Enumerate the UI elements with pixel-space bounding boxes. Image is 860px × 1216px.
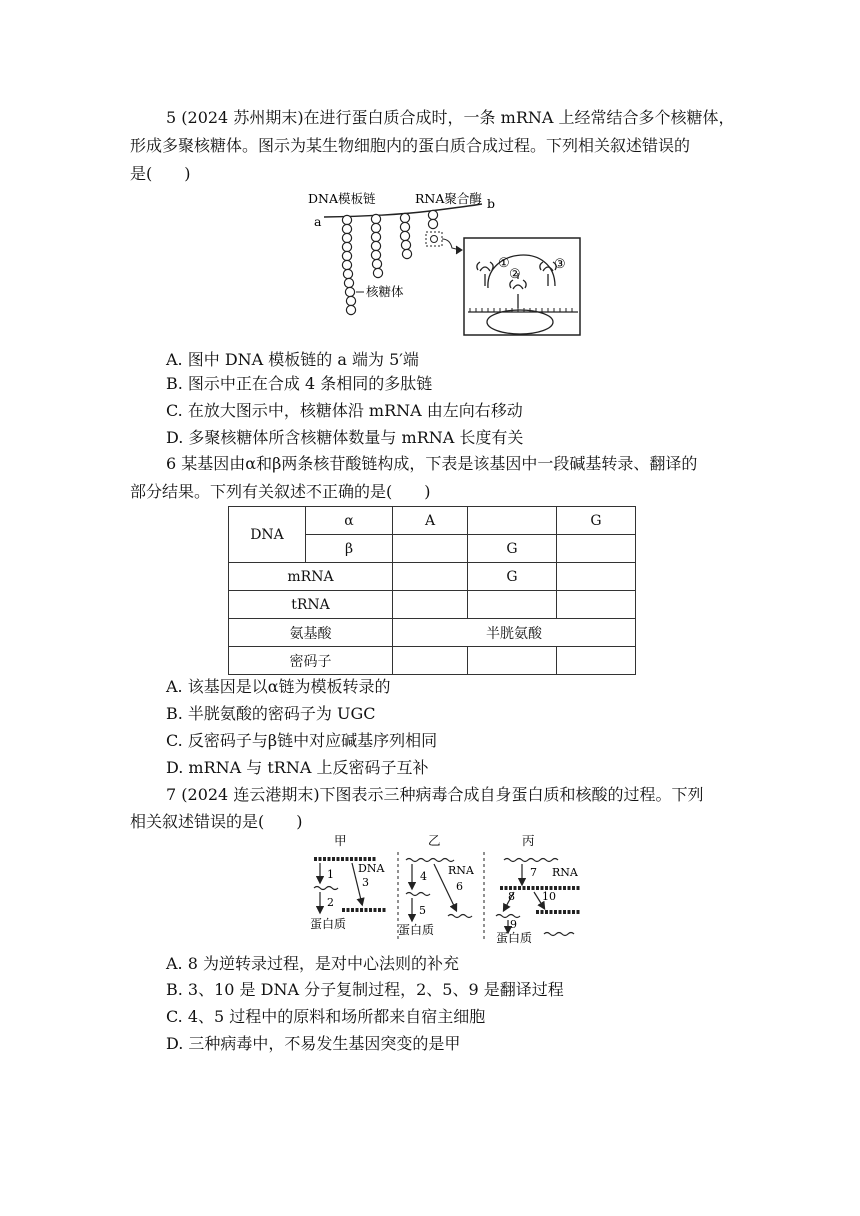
q7-virus-figure bbox=[308, 830, 598, 948]
label-yi: 乙 bbox=[428, 833, 441, 848]
q5-option-c: C. 在放大图示中，核糖体沿 mRNA 由左向右移动 bbox=[166, 401, 523, 420]
q7-option-a: A. 8 为逆转录过程，是对中心法则的补充 bbox=[166, 954, 459, 973]
cell-trna-3 bbox=[557, 591, 636, 619]
svg-text:10: 10 bbox=[542, 890, 556, 903]
cell-beta-3 bbox=[557, 535, 636, 563]
mark-3: ③ bbox=[554, 257, 566, 272]
cell-mrna-2: G bbox=[468, 563, 557, 591]
svg-text:RNA: RNA bbox=[448, 864, 474, 877]
cell-dna: DNA bbox=[229, 507, 306, 563]
svg-text:8: 8 bbox=[508, 890, 515, 903]
cell-mrna: mRNA bbox=[229, 563, 393, 591]
ribosome-chain-5 bbox=[428, 210, 437, 228]
svg-text:RNA: RNA bbox=[552, 866, 578, 879]
cell-alpha-3: G bbox=[557, 507, 636, 535]
q6-option-b: B. 半胱氨酸的密码子为 UGC bbox=[166, 704, 376, 723]
protein-bing: 蛋白质 bbox=[496, 931, 533, 945]
q7-stem-line1: 7 (2024 连云港期末)下图表示三种病毒合成自身蛋白质和核酸的过程。下列 bbox=[166, 785, 704, 804]
cell-trna-1 bbox=[393, 591, 468, 619]
q7-stem-line2: 相关叙述错误的是( ) bbox=[130, 812, 303, 831]
label-bing: 丙 bbox=[522, 833, 535, 848]
mark-1: ① bbox=[498, 256, 510, 271]
q5-option-a: A. 图中 DNA 模板链的 a 端为 5′端 bbox=[166, 350, 419, 369]
cell-amino-acid: 氨基酸 bbox=[229, 619, 393, 647]
q6-stem-line2: 部分结果。下列有关叙述不正确的是( ) bbox=[130, 482, 431, 501]
q6-stem-line1: 6 某基因由α和β两条核苷酸链构成，下表是该基因中一段碱基转录、翻译的 bbox=[166, 454, 698, 473]
q5-stem-line1: 5 (2024 苏州期末)在进行蛋白质合成时，一条 mRNA 上经常结合多个核糖体， bbox=[166, 108, 735, 127]
svg-text:5: 5 bbox=[419, 904, 426, 917]
cell-mrna-1 bbox=[393, 563, 468, 591]
cell-amino-value: 半胱氨酸 bbox=[393, 619, 636, 647]
label-jia: 甲 bbox=[334, 833, 347, 848]
svg-text:4: 4 bbox=[420, 870, 427, 883]
protein-yi: 蛋白质 bbox=[398, 923, 435, 937]
dna-template-label: DNA模板链 bbox=[308, 191, 376, 206]
mark-2: ② bbox=[509, 267, 521, 282]
q6-option-c: C. 反密码子与β链中对应碱基序列相同 bbox=[166, 731, 438, 750]
q6-option-d: D. mRNA 与 tRNA 上反密码子互补 bbox=[166, 758, 429, 777]
cell-beta-1 bbox=[393, 535, 468, 563]
ribosome-chain-3 bbox=[371, 214, 382, 277]
cell-trna: tRNA bbox=[229, 591, 393, 619]
svg-text:9: 9 bbox=[510, 918, 517, 931]
cell-trna-2 bbox=[468, 591, 557, 619]
svg-text:3: 3 bbox=[362, 876, 369, 889]
svg-text:6: 6 bbox=[456, 880, 463, 893]
q5-option-d: D. 多聚核糖体所含核糖体数量与 mRNA 长度有关 bbox=[166, 428, 524, 447]
cell-codon: 密码子 bbox=[229, 647, 393, 675]
q5-stem-line3: 是( ) bbox=[130, 164, 191, 183]
ribosome-chain-1 bbox=[342, 215, 354, 296]
cell-alpha-2 bbox=[468, 507, 557, 535]
protein-jia: 蛋白质 bbox=[310, 917, 347, 931]
q7-option-c: C. 4、5 过程中的原料和场所都来自宿主细胞 bbox=[166, 1007, 486, 1026]
svg-text:DNA: DNA bbox=[358, 862, 385, 875]
q6-option-a: A. 该基因是以α链为模板转录的 bbox=[166, 677, 391, 696]
svg-text:2: 2 bbox=[327, 896, 334, 909]
gene-table bbox=[228, 506, 636, 675]
q7-option-d: D. 三种病毒中，不易发生基因突变的是甲 bbox=[166, 1034, 461, 1053]
svg-text:7: 7 bbox=[530, 866, 537, 879]
q5-stem-line2: 形成多聚核糖体。图示为某生物细胞内的蛋白质合成过程。下列相关叙述错误的 bbox=[130, 136, 691, 155]
cell-mrna-3 bbox=[557, 563, 636, 591]
end-b-label: b bbox=[487, 196, 496, 211]
cell-codon-1 bbox=[393, 647, 468, 675]
cell-codon-3 bbox=[557, 647, 636, 675]
ribosome-chain-2 bbox=[346, 296, 355, 314]
ribosome-chain-4 bbox=[400, 213, 411, 258]
cell-alpha: α bbox=[306, 507, 393, 535]
end-a-label: a bbox=[314, 214, 322, 229]
cell-beta: β bbox=[306, 535, 393, 563]
ribosome-label: 核糖体 bbox=[366, 284, 404, 299]
q7-option-b: B. 3、10 是 DNA 分子复制过程，2、5、9 是翻译过程 bbox=[166, 980, 564, 999]
svg-text:1: 1 bbox=[327, 868, 334, 881]
cell-beta-2: G bbox=[468, 535, 557, 563]
cell-codon-2 bbox=[468, 647, 557, 675]
q5-option-b: B. 图示中正在合成 4 条相同的多肽链 bbox=[166, 374, 433, 393]
q5-ribosome-figure bbox=[300, 186, 590, 340]
rna-polymerase-label: RNA聚合酶 bbox=[415, 191, 482, 206]
cell-alpha-1: A bbox=[393, 507, 468, 535]
